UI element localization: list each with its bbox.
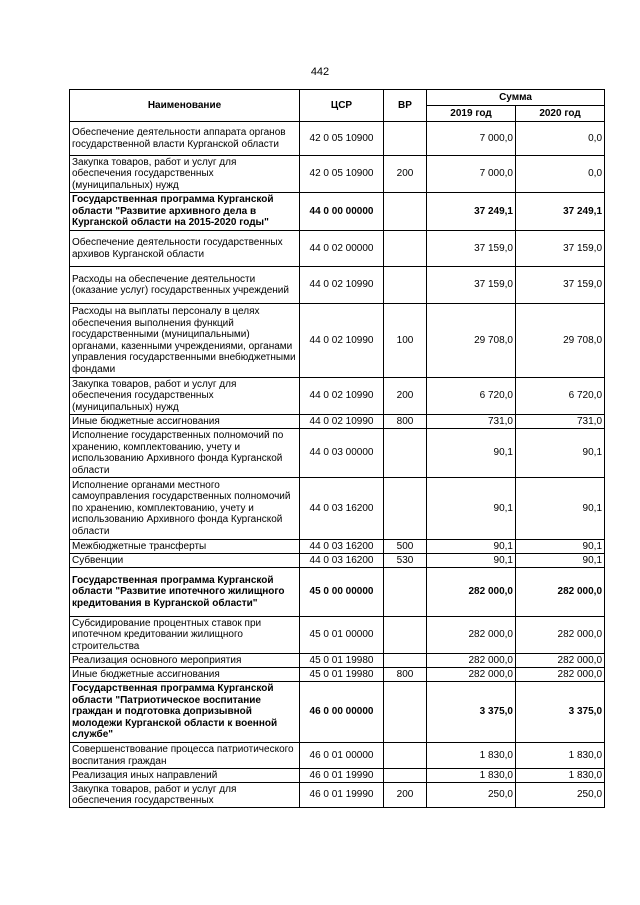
- row-sum-2019: 29 708,0: [427, 304, 516, 378]
- table-row: [70, 193, 605, 231]
- row-sum-2020: 282 000,0: [516, 568, 605, 617]
- row-sum-2020: 90,1: [516, 554, 605, 568]
- header-vr: ВР: [384, 90, 427, 122]
- row-csr: 44 0 02 10990: [300, 304, 384, 378]
- row-sum-2020: 3 375,0: [516, 682, 605, 743]
- row-sum-2019: 90,1: [427, 540, 516, 554]
- row-vr: [384, 122, 427, 156]
- row-vr: [384, 267, 427, 304]
- row-vr: [384, 769, 427, 783]
- row-csr: 45 0 01 00000: [300, 617, 384, 654]
- row-name: Реализация иных направлений: [70, 769, 300, 783]
- row-sum-2020: 29 708,0: [516, 304, 605, 378]
- row-vr: [384, 478, 427, 540]
- row-sum-2020: 90,1: [516, 540, 605, 554]
- row-csr: 44 0 00 00000: [300, 193, 384, 231]
- row-sum-2019: 282 000,0: [427, 568, 516, 617]
- row-sum-2020: 90,1: [516, 478, 605, 540]
- row-name: Иные бюджетные ассигнования: [70, 668, 300, 682]
- table-body: [70, 122, 605, 808]
- table-row: [70, 668, 605, 682]
- row-sum-2020: 0,0: [516, 122, 605, 156]
- row-csr: 45 0 00 00000: [300, 568, 384, 617]
- page-number: 442: [310, 66, 330, 78]
- row-sum-2019: 90,1: [427, 554, 516, 568]
- row-sum-2020: 37 159,0: [516, 267, 605, 304]
- row-vr: 530: [384, 554, 427, 568]
- row-csr: 44 0 02 10990: [300, 378, 384, 415]
- table-row: [70, 617, 605, 654]
- row-name: Субсидирование процентных ставок при ипотечном кредитовании жилищного строительства: [70, 617, 300, 654]
- row-sum-2020: 90,1: [516, 429, 605, 478]
- table-row: [70, 540, 605, 554]
- row-name: Государственная программа Курганской области "Развитие архивного дела в Курганской области на 2015-2020 годы": [70, 193, 300, 231]
- row-csr: 44 0 02 10990: [300, 415, 384, 429]
- row-name: Реализация основного мероприятия: [70, 654, 300, 668]
- row-name: Расходы на обеспечение деятельности (оказание услуг) государственных учреждений: [70, 267, 300, 304]
- row-vr: [384, 231, 427, 267]
- header-sum: Сумма: [427, 90, 605, 106]
- row-sum-2019: 7 000,0: [427, 122, 516, 156]
- row-sum-2019: 282 000,0: [427, 668, 516, 682]
- header-csr: ЦСР: [300, 90, 384, 122]
- table-row: [70, 478, 605, 540]
- table-row: [70, 682, 605, 743]
- row-sum-2019: 37 159,0: [427, 267, 516, 304]
- row-name: Закупка товаров, работ и услуг для обеспечения государственных (муниципальных) нужд: [70, 378, 300, 415]
- row-vr: [384, 682, 427, 743]
- row-sum-2020: 282 000,0: [516, 617, 605, 654]
- row-name: Субвенции: [70, 554, 300, 568]
- row-sum-2019: 1 830,0: [427, 769, 516, 783]
- row-csr: 46 0 01 19990: [300, 769, 384, 783]
- row-csr: 44 0 02 00000: [300, 231, 384, 267]
- row-name: Исполнение органами местного самоуправления государственных полномочий по хранению, комплектованию, учету и использованию Архивного фонда Курганской области: [70, 478, 300, 540]
- table-row: [70, 304, 605, 378]
- row-csr: 45 0 01 19980: [300, 654, 384, 668]
- row-csr: 44 0 03 16200: [300, 478, 384, 540]
- row-sum-2019: 1 830,0: [427, 743, 516, 769]
- row-csr: 44 0 02 10990: [300, 267, 384, 304]
- table-row: [70, 554, 605, 568]
- row-vr: [384, 654, 427, 668]
- row-name: Закупка товаров, работ и услуг для обеспечения государственных (муниципальных) нужд: [70, 156, 300, 193]
- row-sum-2019: 282 000,0: [427, 654, 516, 668]
- row-csr: 44 0 03 00000: [300, 429, 384, 478]
- row-csr: 42 0 05 10900: [300, 122, 384, 156]
- row-sum-2020: 0,0: [516, 156, 605, 193]
- row-vr: 200: [384, 156, 427, 193]
- header-year-2019: 2019 год: [427, 106, 516, 122]
- row-name: Иные бюджетные ассигнования: [70, 415, 300, 429]
- row-sum-2019: 731,0: [427, 415, 516, 429]
- row-sum-2019: 7 000,0: [427, 156, 516, 193]
- table-row: [70, 156, 605, 193]
- row-name: Обеспечение деятельности государственных архивов Курганской области: [70, 231, 300, 267]
- row-vr: 100: [384, 304, 427, 378]
- row-name: Межбюджетные трансферты: [70, 540, 300, 554]
- row-csr: 46 0 00 00000: [300, 682, 384, 743]
- row-csr: 42 0 05 10900: [300, 156, 384, 193]
- row-sum-2019: 6 720,0: [427, 378, 516, 415]
- row-vr: 200: [384, 378, 427, 415]
- budget-table: [69, 89, 605, 808]
- row-sum-2020: 6 720,0: [516, 378, 605, 415]
- row-csr: 46 0 01 00000: [300, 743, 384, 769]
- row-sum-2019: 90,1: [427, 478, 516, 540]
- row-csr: 44 0 03 16200: [300, 540, 384, 554]
- table-row: [70, 769, 605, 783]
- row-name: Государственная программа Курганской области "Патриотическое воспитание граждан и подготовка допризывной молодежи Курганской области к военной службе": [70, 682, 300, 743]
- row-sum-2020: 250,0: [516, 783, 605, 808]
- row-sum-2019: 90,1: [427, 429, 516, 478]
- row-sum-2019: 250,0: [427, 783, 516, 808]
- table-row: [70, 654, 605, 668]
- row-name: Обеспечение деятельности аппарата органов государственной власти Курганской области: [70, 122, 300, 156]
- row-vr: 200: [384, 783, 427, 808]
- row-sum-2020: 731,0: [516, 415, 605, 429]
- row-vr: 800: [384, 668, 427, 682]
- row-sum-2020: 1 830,0: [516, 769, 605, 783]
- row-csr: 44 0 03 16200: [300, 554, 384, 568]
- row-vr: [384, 193, 427, 231]
- row-vr: [384, 617, 427, 654]
- row-vr: [384, 568, 427, 617]
- row-name: Закупка товаров, работ и услуг для обеспечения государственных: [70, 783, 300, 808]
- row-csr: 45 0 01 19980: [300, 668, 384, 682]
- table-row: [70, 429, 605, 478]
- table-row: [70, 231, 605, 267]
- header-name: Наименование: [70, 90, 300, 122]
- row-vr: [384, 429, 427, 478]
- header-year-2020: 2020 год: [516, 106, 605, 122]
- table-row: [70, 122, 605, 156]
- row-sum-2019: 282 000,0: [427, 617, 516, 654]
- row-name: Государственная программа Курганской области "Развитие ипотечного жилищного кредитования в Курганской области": [70, 568, 300, 617]
- row-sum-2019: 3 375,0: [427, 682, 516, 743]
- row-sum-2020: 1 830,0: [516, 743, 605, 769]
- table-row: [70, 267, 605, 304]
- row-sum-2020: 37 159,0: [516, 231, 605, 267]
- table-row: [70, 415, 605, 429]
- row-sum-2020: 282 000,0: [516, 668, 605, 682]
- table-row: [70, 743, 605, 769]
- row-vr: 500: [384, 540, 427, 554]
- row-sum-2020: 37 249,1: [516, 193, 605, 231]
- row-csr: 46 0 01 19990: [300, 783, 384, 808]
- table-row: [70, 568, 605, 617]
- row-name: Исполнение государственных полномочий по хранению, комплектованию, учету и использованию Архивного фонда Курганской области: [70, 429, 300, 478]
- row-name: Совершенствование процесса патриотического воспитания граждан: [70, 743, 300, 769]
- table-row: [70, 378, 605, 415]
- row-vr: [384, 743, 427, 769]
- table-row: [70, 783, 605, 808]
- row-vr: 800: [384, 415, 427, 429]
- row-sum-2019: 37 159,0: [427, 231, 516, 267]
- row-sum-2020: 282 000,0: [516, 654, 605, 668]
- row-name: Расходы на выплаты персоналу в целях обеспечения выполнения функций государственными (муниципальными) органами, казенными учреждениями, органами управления государственными внебюджетными фондами: [70, 304, 300, 378]
- row-sum-2019: 37 249,1: [427, 193, 516, 231]
